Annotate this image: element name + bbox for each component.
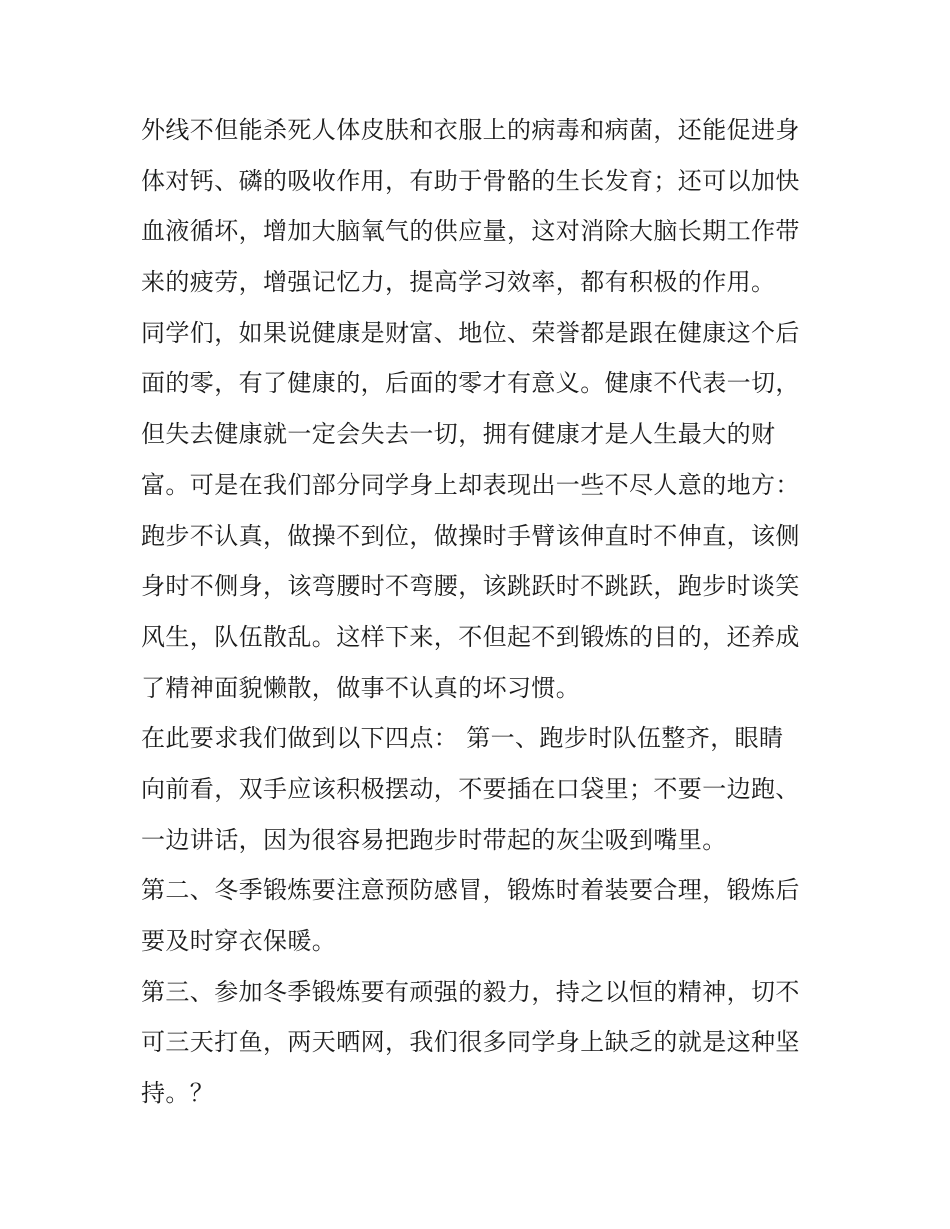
text-line: 外线不但能杀死人体皮肤和衣服上的病毒和病菌，还能促进身 [141, 116, 800, 144]
text-line: 第三、参加冬季锻炼要有顽强的毅力，持之以恒的精神，切不 [141, 977, 800, 1006]
document-body [141, 105, 821, 1119]
text-line: 跑步不认真，做操不到位，做操时手臂该伸直时不伸直，该侧 [141, 521, 800, 550]
text-line: 体对钙、磷的吸收作用，有助于骨骼的生长发育；还可以加快 [141, 166, 800, 195]
text-line: 了精神面貌懒散，做事不认真的坏习惯。 [141, 673, 581, 702]
text-line: 面的零，有了健康的，后面的零才有意义。健康不代表一切， [141, 369, 800, 398]
text-line: 一边讲话，因为很容易把跑步时带起的灰尘吸到嘴里。 [141, 825, 727, 854]
text-line: 血液循坏，增加大脑氧气的供应量，这对消除大脑长期工作带 [141, 217, 800, 246]
text-line: 向前看，双手应该积极摆动，不要插在口袋里；不要一边跑、 [141, 774, 800, 803]
text-line: 第二、冬季锻炼要注意预防感冒，锻炼时着装要合理，锻炼后 [141, 876, 800, 905]
text-line: 持。？ [141, 1079, 215, 1108]
text-line: 富。可是在我们部分同学身上却表现出一些不尽人意的地方： [141, 470, 800, 499]
text-line: 身时不侧身，该弯腰时不弯腰，该跳跃时不跳跃，跑步时谈笑 [141, 572, 800, 601]
text-line: 可三天打鱼，两天晒网，我们很多同学身上缺乏的就是这种坚 [141, 1028, 800, 1057]
text-line: 来的疲劳，增强记忆力，提高学习效率，都有积极的作用。 [141, 268, 776, 297]
text-line: 在此要求我们做到以下四点： 第一、跑步时队伍整齐，眼睛 [141, 724, 784, 753]
text-line: 风生，队伍散乱。这样下来，不但起不到锻炼的目的，还养成 [141, 622, 800, 651]
text-line: 但失去健康就一定会失去一切，拥有健康才是人生最大的财 [141, 420, 776, 449]
text-line: 要及时穿衣保暖。 [141, 927, 337, 955]
text-line: 同学们，如果说健康是财富、地位、荣誉都是跟在健康这个后 [141, 318, 800, 347]
